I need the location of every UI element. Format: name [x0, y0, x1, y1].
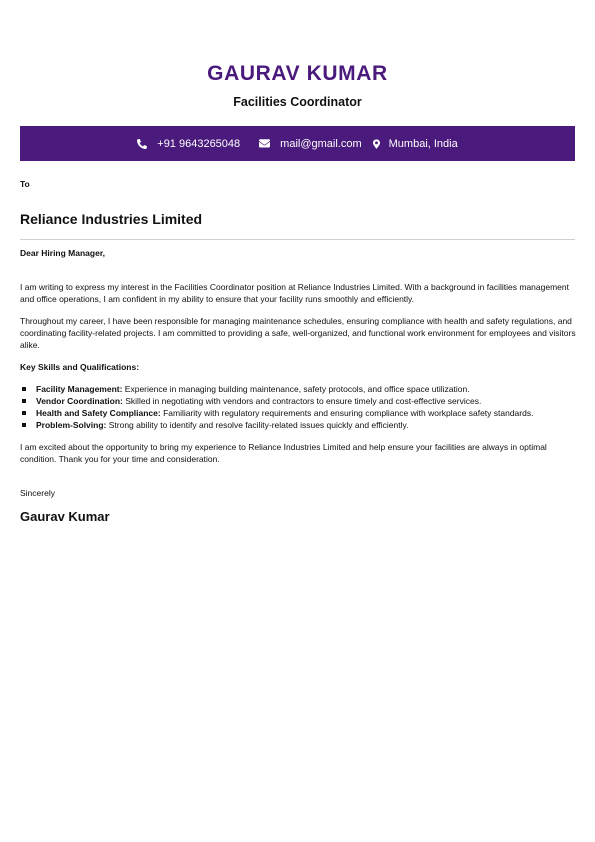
applicant-name: GAURAV KUMAR: [207, 62, 388, 85]
list-item: [20, 383, 576, 395]
to-label: To: [20, 179, 30, 189]
salutation: Dear Hiring Manager,: [20, 248, 106, 258]
paragraph-closing: I am excited about the opportunity to bring my experience to Reliance Industries Limited and help ensure your facilities are always in optimal condition. Thank you for your time and consideration.: [20, 442, 547, 464]
phone-number: +91 9643265048: [157, 137, 241, 150]
divider: [20, 239, 575, 240]
contact-phone: [137, 138, 240, 150]
list-item: [20, 419, 576, 431]
recipient-company: Reliance Industries Limited: [20, 211, 203, 227]
bullet: [22, 399, 26, 403]
skill-name: Problem-Solving:: [36, 420, 107, 430]
envelope-icon: [259, 139, 270, 148]
contact-bar: [20, 126, 575, 161]
paragraph-intro: I am writing to express my interest in the Facilities Coordinator position at Reliance Industries Limited. With a background in facilities management and office operations, I am confident in my ability to ensure that your facility runs smoothly and efficiently.: [20, 282, 569, 304]
skill-name: Health and Safety Compliance:: [36, 408, 161, 418]
skills-list: [20, 383, 576, 431]
location-text: Mumbai, India: [388, 137, 458, 150]
skill-name: Facility Management:: [36, 384, 123, 394]
phone-icon: [137, 139, 147, 149]
list-item: [20, 407, 576, 419]
bullet: [22, 411, 26, 415]
email-address: mail@gmail.com: [280, 137, 362, 150]
job-title: Facilities Coordinator: [233, 95, 362, 109]
skill-description: Experience in managing building maintenance, safety protocols, and office space utilization.: [122, 384, 470, 394]
skills-heading: Key Skills and Qualifications:: [20, 362, 140, 372]
skill-name: Vendor Coordination:: [36, 396, 123, 406]
skill-description: Familiarity with regulatory requirements and ensuring compliance with workplace safety standards.: [160, 408, 534, 418]
signature-name: Gaurav Kumar: [20, 509, 110, 524]
skill-description: Strong ability to identify and resolve facility-related issues quickly and efficiently.: [106, 420, 409, 430]
paragraph-experience: Throughout my career, I have been responsible for managing maintenance schedules, ensuring compliance with health and safety regulations, and coordinating facility-related projects. I am committed to providing a safe, well-organized, and functional work environment for employees and visitors alike.: [20, 316, 576, 350]
contact-location: [373, 138, 458, 150]
skill-description: Skilled in negotiating with vendors and contractors to ensure timely and cost-effective services.: [122, 396, 482, 406]
closing: Sincerely: [20, 488, 55, 498]
bullet: [22, 387, 26, 391]
list-item: [20, 395, 576, 407]
contact-email: [259, 138, 361, 150]
map-marker-icon: [373, 139, 380, 149]
bullet: [22, 423, 26, 427]
